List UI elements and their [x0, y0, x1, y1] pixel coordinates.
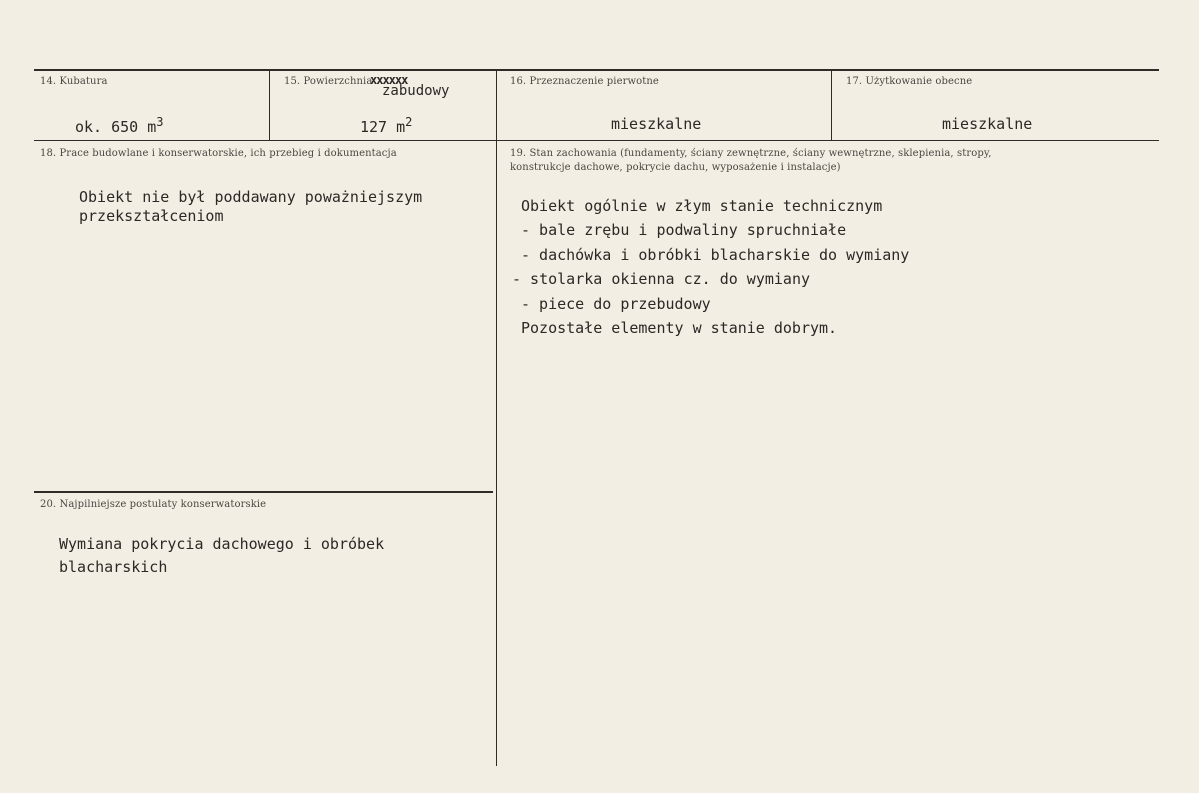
field-19-label-line-1: 19. Stan zachowania (fundamenty, ściany zewnętrzne, ściany wewnętrzne, sklepienia, stropy, — [510, 148, 992, 159]
field-18-label: 18. Prace budowlane i konserwatorskie, ich przebieg i dokumentacja — [40, 148, 397, 159]
field-18-line-2: przekształceniom — [79, 207, 224, 225]
divider-16-17 — [831, 71, 832, 140]
field-15-label: 15. Powierzchnia — [284, 76, 373, 87]
header-bottom-rule — [34, 140, 1159, 141]
divider-15-16 — [496, 71, 497, 766]
field-19-line-6: Pozostałe elementy w stanie dobrym. — [521, 319, 838, 337]
field-20-line-2: blacharskich — [59, 558, 168, 576]
field-20-label: 20. Najpilniejsze postulaty konserwatorskie — [40, 499, 267, 510]
field-19-label-line-2: konstrukcje dachowe, pokrycie dachu, wyposażenie i instalacje) — [510, 162, 841, 173]
field-18-line-1: Obiekt nie był poddawany poważniejszym — [79, 188, 423, 206]
field-15-struck-text: xxxxxx — [370, 73, 408, 87]
field-20-line-1: Wymiana pokrycia dachowego i obróbek — [59, 535, 385, 553]
field-19-line-1: Obiekt ogólnie w złym stanie technicznym — [521, 197, 883, 215]
field-17-label: 17. Użytkowanie obecne — [846, 76, 973, 87]
field-15-insert-text: zabudowy — [382, 83, 450, 99]
field-15-value: 127 $m^2$ — [360, 115, 413, 136]
field-14-value: ok. 650 $m^3$ — [75, 115, 164, 136]
field-17-value: mieszkalne — [942, 115, 1033, 133]
section-18-bottom-rule — [34, 491, 493, 493]
divider-14-15 — [269, 71, 270, 140]
field-19-line-3: - dachówka i obróbki blacharskie do wymiany — [521, 246, 910, 264]
field-19-line-5: - piece do przebudowy — [521, 295, 711, 313]
field-19-line-2: - bale zrębu i podwaliny spruchniałe — [521, 221, 847, 239]
field-16-label: 16. Przeznaczenie pierwotne — [510, 76, 659, 87]
field-16-value: mieszkalne — [611, 115, 702, 133]
field-19-line-4: - stolarka okienna cz. do wymiany — [512, 270, 811, 288]
field-14-label: 14. Kubatura — [40, 76, 108, 87]
top-rule — [34, 69, 1159, 71]
